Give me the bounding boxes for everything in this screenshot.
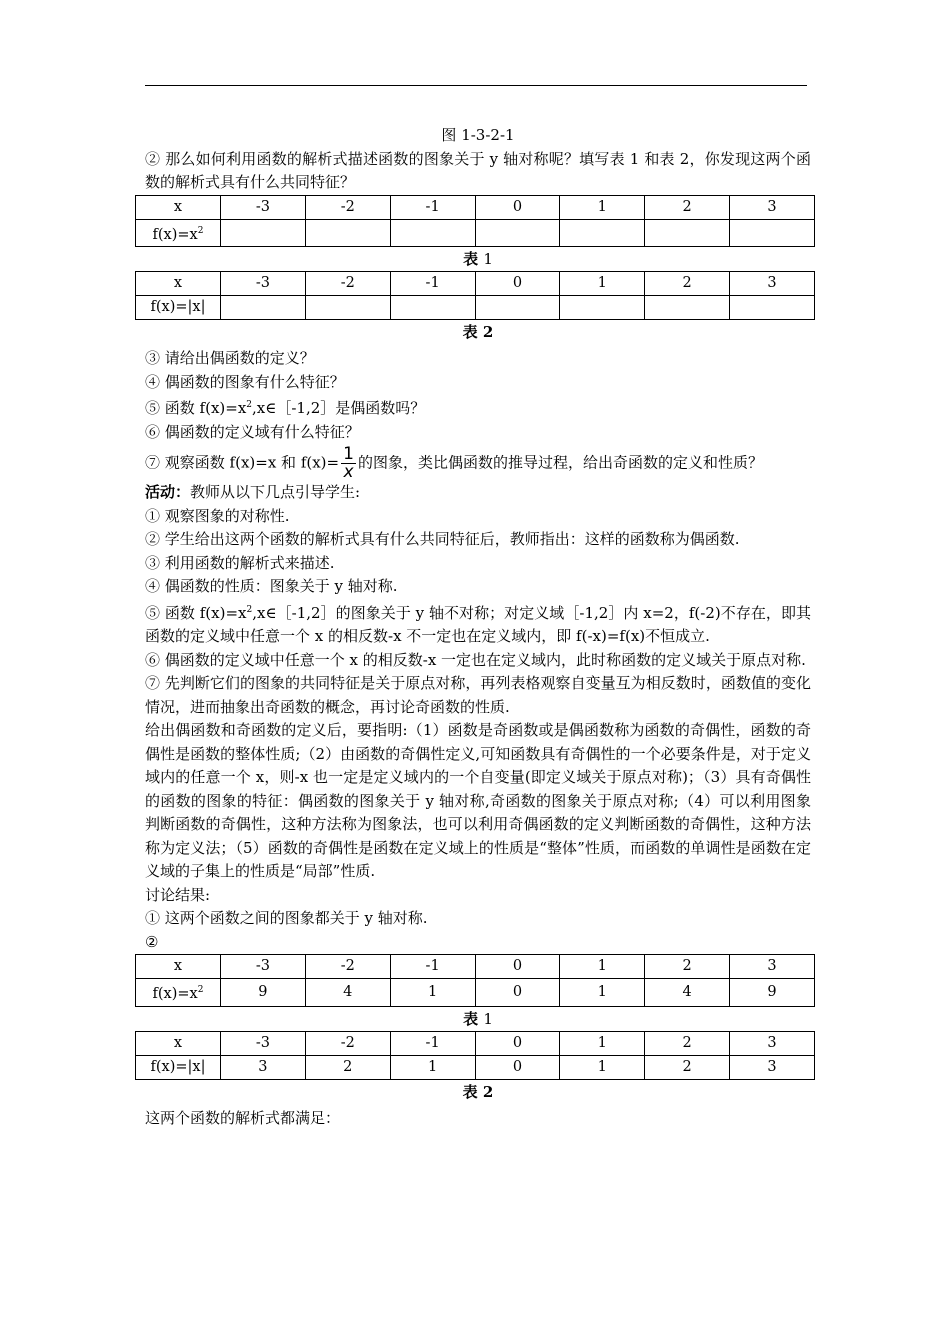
closing-line: 这两个函数的解析式都满足：: [145, 1109, 341, 1128]
table-cell: -2: [305, 272, 390, 296]
activity-6: ⑥ 偶函数的定义域中任意一个 x 的相反数-x 一定也在定义域内，此时称函数的定义域关于原点对称.: [145, 650, 806, 669]
table-1-filled-caption: 表 1: [463, 1010, 493, 1029]
table-cell: 1: [390, 979, 475, 1007]
summary-paragraph: 给出偶函数和奇函数的定义后，要指明:（1）函数是奇函数或是偶函数称为函数的奇偶性，函数的奇偶性是函数的整体性质;（2）由函数的奇偶性定义,可知函数具有奇偶性的一个必要条件是，对于定义域内的任意一个 x，则-x 也一定是定义域内的一个自变量(即定义域关于原点对称)；（3）具有奇偶性的函数的图象的特征：偶函数的图象关于 y 轴对称,奇函数的图象关于原点对称;（4）可以利用图象判断函数的奇偶性，这种方法称为图象法，也可以利用奇偶函数的定义判断函数的奇偶性，这种方法称为定义法；（5）函数的奇偶性是函数在定义域上的性质是“整体”性质，而函数的单调性是函数在定义域的子集上的性质是“局部”性质.: [145, 721, 811, 881]
table-cell: 2: [305, 1056, 390, 1080]
fraction-one-over-x: $\frac{1}{x}$: [343, 444, 354, 483]
table-2-filled: [135, 1031, 815, 1080]
table-cell: 4: [645, 979, 730, 1007]
table-cell: 0: [475, 195, 560, 219]
table-cell: -2: [305, 195, 390, 219]
question-2: ② 那么如何利用函数的解析式描述函数的图象关于 y 轴对称呢？填写表 1 和表 2，你发现这两个函数的解析式具有什么共同特征？: [145, 149, 811, 191]
table-cell: -3: [221, 955, 306, 979]
table-2-caption: 表 2: [462, 323, 494, 342]
table-cell: 0: [475, 955, 560, 979]
table-row: [136, 272, 815, 296]
table-cell: 4: [305, 979, 390, 1007]
function-label: $f(x)=x^2$: [136, 219, 221, 247]
table-cell: x: [136, 955, 221, 979]
table-cell: 3: [730, 955, 815, 979]
table-2-empty: [135, 271, 815, 320]
table-cell: -3: [221, 1032, 306, 1056]
table-cell: 0: [475, 272, 560, 296]
table-1-empty: [135, 195, 815, 248]
question-6: ⑥ 偶函数的定义域有什么特征？: [145, 422, 360, 441]
table-row: [136, 955, 815, 979]
table-cell: 2: [645, 1056, 730, 1080]
table-cell: 1: [560, 955, 645, 979]
table-cell: [221, 296, 306, 320]
table-cell: 9: [221, 979, 306, 1007]
table-cell: [305, 219, 390, 247]
result-1: ① 这两个函数之间的图象都关于 y 轴对称.: [145, 909, 428, 928]
table-row: [136, 219, 815, 247]
table-cell: x: [136, 272, 221, 296]
table-cell: [560, 219, 645, 247]
table-cell: [475, 296, 560, 320]
activity-intro: 活动：教师从以下几点引导学生:: [145, 483, 361, 502]
table-cell: 0: [475, 979, 560, 1007]
table-cell: 0: [475, 1056, 560, 1080]
function-label: $f(x)=x^2$: [136, 979, 221, 1007]
table-cell: [730, 296, 815, 320]
table-row: [136, 1056, 815, 1080]
table-cell: 2: [645, 195, 730, 219]
table-cell: -2: [305, 1032, 390, 1056]
table-cell: -3: [221, 272, 306, 296]
table-cell: -1: [390, 195, 475, 219]
table-1-caption: 表 1: [463, 250, 493, 269]
table-cell: 9: [730, 979, 815, 1007]
table-cell: 3: [730, 195, 815, 219]
table-cell: 1: [560, 272, 645, 296]
table-2-filled-caption: 表 2: [462, 1083, 494, 1102]
table-cell: 2: [645, 955, 730, 979]
table-cell: [560, 296, 645, 320]
table-cell: [390, 296, 475, 320]
table-cell: 2: [645, 1032, 730, 1056]
table-cell: 1: [560, 979, 645, 1007]
table-cell: -1: [390, 1032, 475, 1056]
table-cell: [645, 219, 730, 247]
activity-5: ⑤ 函数 $f(x)=x^2,x\in[-1,2]$的图象关于 y 轴不对称；对定义域［-1,2］内 x=2，f(-2)不存在，即其函数的定义域中任意一个 x 的相反数-x 不一定也在定义域内，即 f(-x)=f(x)不恒成立.: [145, 603, 812, 646]
table-cell: [305, 296, 390, 320]
document-body: [145, 124, 811, 1131]
question-4: ④ 偶函数的图象有什么特征？: [145, 372, 345, 391]
table-row: [136, 195, 815, 219]
table-cell: 1: [560, 1032, 645, 1056]
table-cell: 1: [390, 1056, 475, 1080]
table-cell: [475, 219, 560, 247]
table-cell: 1: [560, 195, 645, 219]
header-rule: [145, 85, 807, 86]
table-row: [136, 1032, 815, 1056]
table-cell: x: [136, 1032, 221, 1056]
table-cell: 1: [560, 1056, 645, 1080]
question-5: ⑤ 函数 $f(x)=x^2,x\in[-1,2]$是偶函数吗？: [145, 399, 426, 418]
table-cell: -1: [390, 272, 475, 296]
table-cell: 0: [475, 1032, 560, 1056]
table-cell: 3: [730, 272, 815, 296]
activity-7: ⑦ 先判断它们的图象的共同特征是关于原点对称，再列表格观察自变量互为相反数时，函数值的变化情况，进而抽象出奇函数的概念，再讨论奇函数的性质.: [145, 674, 811, 716]
function-label: f(x)=|x|: [136, 1056, 221, 1080]
question-3: ③ 请给出偶函数的定义？: [145, 349, 315, 368]
table-row: [136, 979, 815, 1007]
table-cell: [730, 219, 815, 247]
figure-caption: 图 1-3-2-1: [441, 126, 515, 144]
table-cell: [221, 219, 306, 247]
table-cell: -2: [305, 955, 390, 979]
table-cell: [390, 219, 475, 247]
table-row: [136, 296, 815, 320]
function-label: f(x)=|x|: [136, 296, 221, 320]
table-cell: -1: [390, 955, 475, 979]
table-cell: 3: [730, 1032, 815, 1056]
question-7: ⑦ 观察函数 f(x)=x 和 f(x)= $\frac{1}{x}$ 的图象，类比偶函数的推导过程，给出奇函数的定义和性质？: [145, 444, 763, 483]
table-1-filled: [135, 954, 815, 1007]
table-cell: x: [136, 195, 221, 219]
table-cell: -3: [221, 195, 306, 219]
table-cell: 3: [730, 1056, 815, 1080]
table-cell: 2: [645, 272, 730, 296]
activity-2: ② 学生给出这两个函数的解析式具有什么共同特征后，教师指出：这样的函数称为偶函数.: [145, 530, 740, 549]
table-cell: 3: [221, 1056, 306, 1080]
activity-1: ① 观察图象的对称性.: [145, 506, 290, 525]
table-cell: [645, 296, 730, 320]
activity-3: ③ 利用函数的解析式来描述.: [145, 553, 335, 572]
result-2: ②: [145, 932, 159, 951]
activity-4: ④ 偶函数的性质：图象关于 y 轴对称.: [145, 577, 398, 596]
discussion-label: 讨论结果:: [145, 885, 211, 904]
